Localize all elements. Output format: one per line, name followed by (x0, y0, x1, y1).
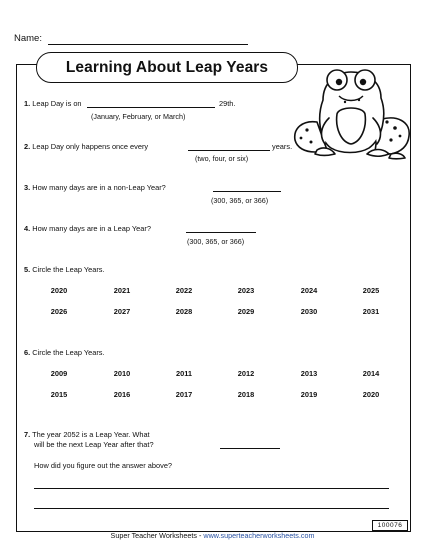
question-1: 1. Leap Day is on (24, 99, 82, 108)
year-option[interactable]: 2027 (113, 307, 131, 316)
footer-link[interactable]: www.superteacherworksheets.com (203, 531, 315, 540)
answer-blank-1[interactable] (87, 107, 215, 108)
year-option[interactable]: 2023 (237, 286, 255, 295)
year-option[interactable]: 2022 (175, 286, 193, 295)
hint-3: (300, 365, or 366) (211, 196, 269, 205)
year-option[interactable]: 2031 (362, 307, 380, 316)
year-option[interactable]: 2020 (50, 286, 68, 295)
year-option[interactable]: 2011 (175, 369, 193, 378)
name-label: Name: (14, 33, 42, 44)
year-option[interactable]: 2014 (362, 369, 380, 378)
question-7-followup: How did you figure out the answer above? (34, 461, 173, 470)
year-option[interactable]: 2019 (300, 390, 318, 399)
year-option[interactable]: 2021 (113, 286, 131, 295)
question-2-suffix: years. (272, 142, 293, 151)
year-option[interactable]: 2012 (237, 369, 255, 378)
frog-icon (287, 62, 415, 160)
answer-blank-2[interactable] (188, 150, 270, 151)
hint-2: (two, four, or six) (195, 154, 249, 163)
question-7-line2: will be the next Leap Year after that? (34, 440, 154, 449)
answer-blank-7[interactable] (220, 448, 280, 449)
year-option[interactable]: 2009 (50, 369, 68, 378)
year-option[interactable]: 2026 (50, 307, 68, 316)
question-4: 4. How many days are in a Leap Year? (24, 224, 151, 233)
year-option[interactable]: 2024 (300, 286, 318, 295)
hint-4: (300, 365, or 366) (187, 237, 245, 246)
year-option[interactable]: 2017 (175, 390, 193, 399)
year-option[interactable]: 2010 (113, 369, 131, 378)
footer-text: Super Teacher Worksheets - (110, 531, 204, 540)
question-1-suffix: 29th. (219, 99, 236, 108)
hint-1: (January, February, or March) (91, 112, 186, 121)
answer-line[interactable] (34, 508, 389, 509)
name-line[interactable] (48, 44, 248, 45)
worksheet-code: 100076 (372, 520, 408, 531)
year-option[interactable]: 2029 (237, 307, 255, 316)
footer (0, 531, 425, 540)
year-option[interactable]: 2025 (362, 286, 380, 295)
answer-blank-3[interactable] (213, 191, 281, 192)
year-option[interactable]: 2013 (300, 369, 318, 378)
year-option[interactable]: 2030 (300, 307, 318, 316)
page-title: Learning About Leap Years (36, 52, 298, 83)
question-3: 3. How many days are in a non-Leap Year? (24, 183, 166, 192)
year-option[interactable]: 2015 (50, 390, 68, 399)
answer-blank-4[interactable] (186, 232, 256, 233)
question-5: 5. Circle the Leap Years. (24, 265, 105, 274)
year-option[interactable]: 2028 (175, 307, 193, 316)
question-7: 7. The year 2052 is a Leap Year. What (24, 430, 150, 439)
year-option[interactable]: 2018 (237, 390, 255, 399)
year-option[interactable]: 2020 (362, 390, 380, 399)
answer-line[interactable] (34, 488, 389, 489)
question-6: 6. Circle the Leap Years. (24, 348, 105, 357)
year-option[interactable]: 2016 (113, 390, 131, 399)
question-2: 2. Leap Day only happens once every (24, 142, 149, 151)
